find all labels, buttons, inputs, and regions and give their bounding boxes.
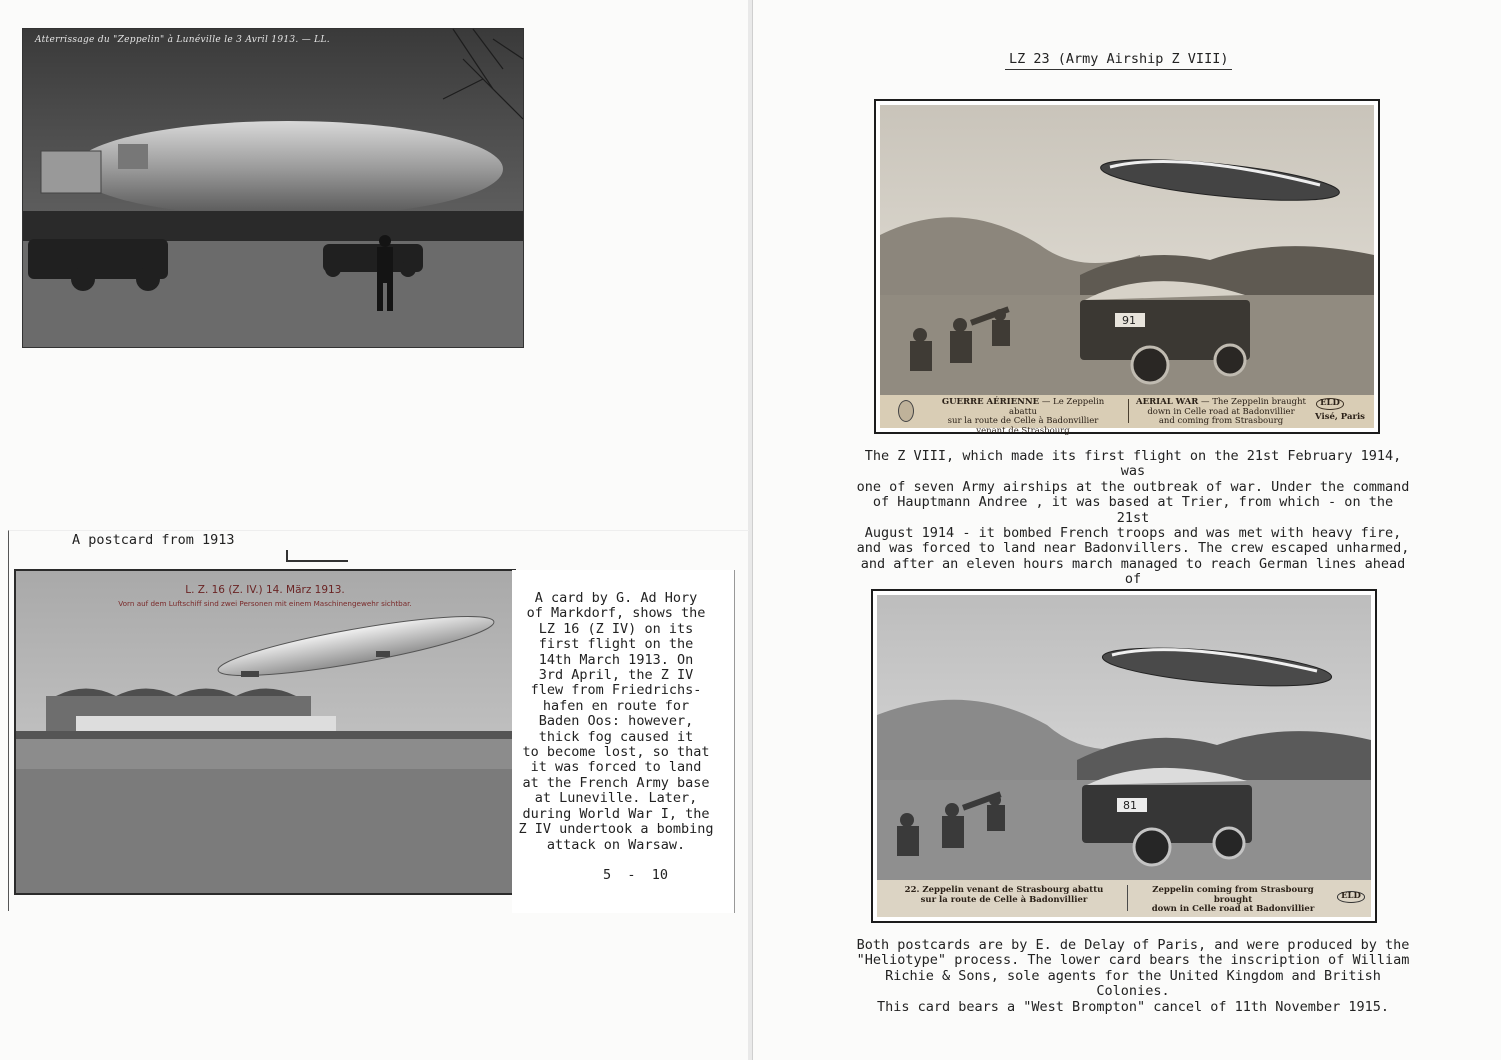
caption-divider: [1128, 399, 1129, 423]
publisher-mark-upper: ELD: [1316, 398, 1344, 410]
postcard-lz16-friedrichshafen: [14, 569, 516, 895]
postcard-lz16-printed-subtitle: Vorn auf dem Luftschiff sind zwei Personen mit einem Maschinengewehr sichtbar.: [118, 599, 412, 608]
page-number: 5 - 10: [603, 867, 669, 883]
postcard-luneville-printed-title: Atterrissage du "Zeppelin" à Lunéville le 3 Avril 1913. — LL.: [35, 35, 330, 45]
postcard-frame-upper: [874, 99, 1380, 434]
caption-french-upper: [928, 398, 1118, 436]
caption-english-title: AERIAL WAR: [1136, 397, 1199, 407]
caption-french-text: — Le Zeppelin abattu sur la route de Celle à Badonvillier venant de Strasbourg: [947, 397, 1105, 436]
postcard-aerial-war-image: [880, 105, 1374, 395]
publisher-seal-icon: [898, 400, 914, 422]
caption-english-lower: Zeppelin coming from Strasbourg brought down in Celle road at Badonvillier: [1151, 885, 1315, 914]
postcard-lz16-image: [16, 571, 514, 893]
mount-corner: [286, 550, 348, 562]
postcard-notes-paragraph: Both postcards are by E. de Delay of Paris, and were produced by the "Heliotype" process. The lower card bears the inscription of William Richie & Sons, sole agents for the United Kingdom and British Colonies. This card bears a "West Brompton" cancel of 11th November 1915.: [856, 937, 1410, 1015]
publisher-mark-lower: ELD: [1337, 891, 1365, 903]
page-heading: LZ 23 (Army Airship Z VIII): [1005, 52, 1232, 70]
truck-number: 81: [1123, 799, 1137, 812]
lz16-description: A card by G. Ad Hory of Markdorf, shows the LZ 16 (Z IV) on its first flight on the 14th March 1913. On 3rd April, the Z IV flew from Friedrichs- hafen en route for Baden Oos: however, thick fog caused it to become lost, so that it was forced to land at the French Army base at Luneville. Later, during World War I, the Z IV undertook a bombing attack on Warsaw.: [518, 590, 714, 853]
album-page-left: [0, 0, 748, 1060]
album-page-right: [752, 0, 1501, 1060]
caption-french-lower: 22. Zeppelin venant de Strasbourg abattu sur la route de Celle à Badonvillier: [904, 885, 1104, 905]
postcard-aerial-war: [880, 105, 1374, 436]
postcard-zeppelin-luneville: [22, 28, 524, 348]
postcard-lz16-printed-title: L. Z. 16 (Z. IV.) 14. März 1913.: [185, 584, 345, 596]
tail-fins: [41, 151, 101, 193]
postcard-frame-lower: [871, 589, 1377, 923]
postcard-strasbourg-image: [877, 595, 1371, 880]
caption-strip-lower: [877, 880, 1371, 917]
crowd: [23, 211, 523, 241]
publisher-name-upper: Visé, Paris: [1315, 412, 1365, 422]
caption-english-text: — The Zeppelin braught down in Celle road at Badonvillier and coming from Strasbourg: [1147, 397, 1306, 426]
postcard-zeppelin-strasbourg: [877, 595, 1371, 917]
caption-strip-upper: [880, 395, 1374, 436]
postcard-luneville-image: [23, 29, 523, 347]
caption-french-title: GUERRE AÉRIENNE: [941, 397, 1040, 407]
truck-number: 91: [1122, 314, 1136, 327]
z8-history-paragraph: The Z VIII, which made its first flight on the 21st February 1914, was one of seven Army airships at the outbreak of war. Under the command of Hauptmann Andree , it was based at Trier, from which - on the 21st August 1914 - it bombed French troops and was met with heavy fire, and was forced to land near Badonvillers. The crew escaped unharmed, and after an eleven hours march managed to reach German lines ahead of: [856, 448, 1410, 588]
caption-english-upper: [1136, 398, 1306, 427]
section-label: A postcard from 1913: [72, 532, 235, 548]
caption-divider: [1127, 885, 1128, 911]
